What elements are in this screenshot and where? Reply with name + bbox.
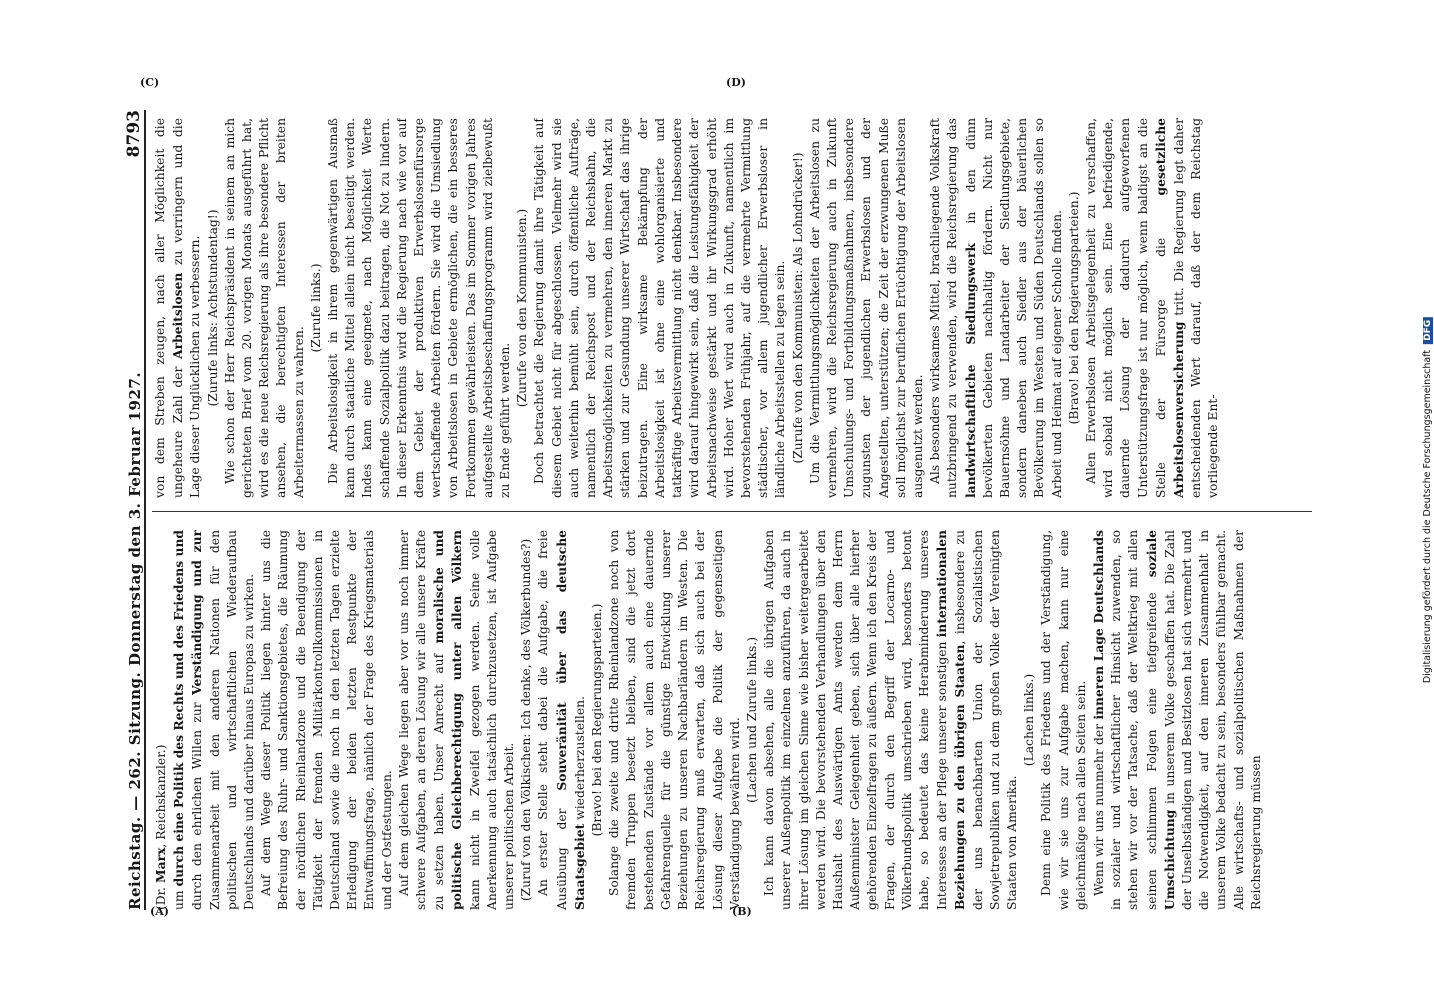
margin-letter-d: (D) (726, 76, 746, 89)
column2-paragraph: Um die Vermittlungsmöglichkeiten der Arbeitslosen zu vermehren, wird die Reichsregierung auch in Zukunft Umschulungs- und Fortbildungsmaßnahmen, insbesondere zugunsten der jugendlichen Erwerbslosen und der Angestellten, unterstützen; die Zeit der erzwungenen Muße soll möglichst zur beruflichen Ertüchtigung der Arbeitslosen ausgenutzt werden. (807, 118, 925, 498)
margin-letter-c: (C) (140, 76, 160, 89)
header-title: Reichstag. — 262. Sitzung. Donnerstag den 3. Februar 1927. (126, 371, 144, 910)
column2-paragraph: Allen Erwerbslosen Arbeitsgelegenheit zu verschaffen, wird sobald nicht möglich sein. Eine befriedigende, dauernde Lösung der dadurch aufgeworfenen Unterstützungsfrage ist nur möglich, wenn baldigst an die Stelle der Fürsorge die gesetzliche Arbeitslosenversicherung tritt. Die Regierung legt daher entscheidenden Wert darauf, daß der dem Reichstag vorliegende Ent- (1083, 118, 1221, 498)
column1-paragraph: An erster Stelle steht dabei die Aufgabe, die freie Ausübung der Souveränität über das deutsche Staatsgebiet wiederherzustellen. (536, 530, 587, 910)
column1-paragraph: Ich kann davon absehen, alle die übrigen Aufgaben unserer Außenpolitik im einzelnen anzuführen, da auch in ihrer Lösung im gleichen Sinne wie bisher weitergearbeitet werden wird. Die bevorstehenden Verhandlungen über den Haushalt des Auswärtigen Amts werden dem Herrn Außenminister Gelegenheit geben, sich über alle hierher gehörenden Einzelfragen zu äußern. Wenn ich den Kreis der Fragen, der durch den Begriff der Locarno- und Völkerbundspolitik umschrieben wird, besonders betont habe, so bedeutet das keine Herabminderung unseres Interesses an der Pflege unserer sonstigen internationalen Beziehungen zu den übrigen Staaten, insbesondere zu der uns benachbarten Union der Sozialistischen Sowjetrepubliken und zu dem großen Volke der Vereinigten Staaten von Amerika. (762, 530, 1019, 910)
column1-paragraph: Wenn wir uns nunmehr der inneren Lage Deutschlands in sozialer und wirtschaftlicher Hinsicht zuwenden, so stehen wir vor der Tatsache, daß der Weltkrieg mit allen seinen schlimmen Folgen eine tiefgreifende soziale Umschichtung in unserem Volke geschaffen hat. Die Zahl der Unselbständigen und Besitzlosen hat sich vermehrt und die Notwendigkeit, auf den inneren Zusammenhalt in unserem Volke bedacht zu sein, besonders fühlbar gemacht. Alle wirtschafts- und sozialpolitischen Maßnahmen der Reichsregierung müssen (1090, 530, 1263, 910)
page-header (122, 110, 146, 910)
rotated-newspaper-page (122, 110, 1322, 910)
column1-paragraph: (Dr. Marx, Reichskanzler.) (153, 744, 168, 910)
credit-text: Digitalisierung gefördert durch die Deutsche Forschungsgemeinschaft (1422, 349, 1433, 684)
text-column-right (152, 118, 1312, 498)
column2-paragraph: (Zurufe links.) (308, 263, 323, 353)
column1-paragraph: um durch eine Politik des Rechts und des Friedens und durch den ehrlichen Willen zur Verständigung und zur Zusammenarbeit mit den anderen Nationen für den politischen und wirtschaftlichen Wiederaufbau Deutschlands und darüber hinaus Europas zu wirken. (171, 530, 257, 910)
column2-paragraph: (Zurufe von den Kommunisten: Als Lohndrücker!) (790, 152, 805, 464)
page-number: 8793 (124, 110, 144, 158)
column1-paragraph: Solange die zweite und dritte Rheinlandzone noch von fremden Truppen besetzt bleiben, sind die jetzt dort bestehenden Zustände vor allem auch eine dauernde Gefahrenquelle für die günstige Entwicklung unserer Beziehungen zu unseren Nachbarländern im Westen. Die Reichsregierung muß erwarten, daß sich auch bei der Lösung dieser Aufgabe die Politik der gegenseitigen Verständigung bewähren wird. (607, 530, 742, 910)
column1-paragraph: (Zuruf von den Völkischen: Ich denke, des Völkerbundes?) (519, 538, 534, 902)
column2-paragraph: Wie schon der Herr Reichspräsident in seinem an mich gerichteten Brief vom 20. vorigen Monats ausgeführt hat, wird es die neue Reichsregierung als ihre besondere Pflicht ansehen, die berechtigten Interessen der breiten Arbeitermassen zu wahren. (222, 118, 306, 498)
column2-paragraph: Als besonders wirksames Mittel, brachliegende Volkskraft nutzbringend zu verwenden, wird die Reichsregierung das landwirtschaftliche Siedlungswerk in den dünn bevölkerten Gebieten nachhaltig fördern. Nicht nur Bauernsöhne und Landarbeiter der Siedlungsgebiete, sondern daneben auch Siedler aus der bäuerlichen Bevölkerung im Westen und Süden Deutschlands sollen so Arbeit und Heimat auf eigener Scholle finden. (928, 118, 1064, 498)
column-divider (152, 511, 1312, 512)
column2-paragraph: (Zurufe von den Kommunisten.) (515, 208, 530, 408)
text-column-left (152, 530, 1312, 910)
column2-paragraph: von dem Streben zeugen, nach aller Möglichkeit die ungeheure Zahl der Arbeitslosen zu verringern und die Lage dieser Unglücklichen zu verbessern. (153, 118, 203, 498)
column1-paragraph: (Lachen links.) (1022, 673, 1037, 767)
column2-paragraph: Doch betrachtet die Regierung damit ihre Tätigkeit auf diesem Gebiet nicht für abgeschlossen. Vielmehr wird sie auch weiterhin bemüht sein, durch öffentliche Aufträge, namentlich der Reichspost und der Reichsbahn, die Arbeitsmöglichkeiten zu vermehren, den inneren Markt zu stärken und zur Gesundung unserer Wirtschaft das ihrige beizutragen. Eine wirksame Bekämpfung der Arbeitslosigkeit ist ohne eine wohlorganisierte und tatkräftige Arbeitsvermittlung nicht denkbar. Insbesondere wird darauf hingewirkt sein, daß die Leistungsfähigkeit der Arbeitsnachweise gestärkt und ihr Wirkungsgrad erhöht wird. Hoher Wert wird auch in Zukunft, namentlich im bevorstehenden Frühjahr, auf die vermehrte Vermittlung städtischer, vor allem jugendlicher Erwerbsloser in ländliche Arbeitsstellen zu legen sein. (532, 118, 788, 498)
column1-paragraph: (Bravo! bei den Regierungsparteien.) (590, 603, 605, 837)
column1-paragraph: Denn eine Politik des Friedens und der Verständigung, wie wir sie uns zur Aufgabe machen, kann nur eine gleichmäßige nach allen Seiten sein. (1039, 530, 1088, 910)
column1-paragraph: Auf dem Wege dieser Politik liegen hinter uns die Befreiung des Ruhr- und Sanktionsgebietes, die Räumung der nördlichen Rheinlandzone und die Beendigung der Tätigkeit der fremden Militärkontrollkommissionen in Deutschland sowie die noch in den letzten Tagen erzielte Erledigung der beiden letzten Restpunkte der Entwaffnungsfrage, nämlich der Frage des Kriegsmaterials und der Ostfestungen. (259, 530, 394, 910)
column2-paragraph: (Bravo! bei den Regierungsparteien.) (1066, 191, 1081, 425)
column2-paragraph: (Zurufe links: Achtstundentag!) (205, 209, 220, 407)
column1-paragraph: Auf dem gleichen Wege liegen aber vor uns noch immer schwere Aufgaben, an deren Lösung wir alle unsere Kräfte zu setzen haben. Unser Anrecht auf moralische und politische Gleichberechtigung unter allen Völkern kann nicht in Zweifel gezogen werden. Seine volle Anerkennung auch tatsächlich durchzusetzen, ist Aufgabe unserer politischen Arbeit. (396, 530, 517, 910)
margin-letter-b: (B) (732, 905, 752, 918)
dfg-logo: DFG (1423, 317, 1433, 344)
column1-paragraph: (Lachen und Zurufe links.) (744, 636, 759, 804)
margin-letter-a: (A) (150, 905, 169, 918)
column2-paragraph: Die Arbeitslosigkeit in ihrem gegenwärtigen Ausmaß kann durch staatliche Mittel allein nicht beseitigt werden. Indes kann eine geeignete, nach Möglichkeit Werte schaffende Sozialpolitik dazu beitragen, die Not zu lindern. In dieser Erkenntnis wird die Regierung nach wie vor auf dem Gebiet der produktiven Erwerbslosenfürsorge wertschaffende Arbeiten fördern. Sie wird die Umsiedlung von Arbeitslosen in Gebiete ermöglichen, die ein besseres Fortkommen gewährleisten. Das im Sommer vorigen Jahres aufgestellte Arbeitsbeschaffungsprogramm wird zielbewußt zu Ende geführt werden. (326, 118, 513, 498)
